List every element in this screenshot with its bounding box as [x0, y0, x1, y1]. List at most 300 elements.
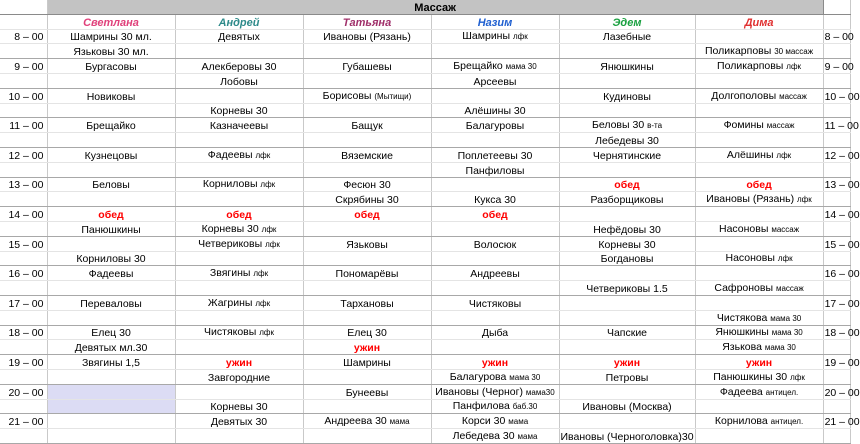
appointment-name: Девятых 30	[210, 416, 268, 429]
schedule-cell[interactable]	[175, 310, 303, 325]
time-label-right[interactable]	[823, 281, 850, 296]
appointment-name: Алёшины 30	[464, 105, 526, 118]
schedule-row	[0, 147, 850, 162]
time-label-right[interactable]: 20 – 00	[823, 384, 850, 399]
appointment-note: мама 30	[509, 372, 541, 382]
schedule-cell[interactable]	[303, 266, 431, 281]
appointment-name: Панюшкины	[81, 223, 141, 236]
schedule-cell[interactable]	[303, 221, 431, 236]
time-label-right[interactable]	[823, 399, 850, 414]
time-label-right[interactable]: 18 – 00	[823, 325, 850, 340]
staff-header-5[interactable]: Дима	[695, 14, 823, 29]
appointment-name: Ивановы (Москва)	[582, 401, 672, 414]
appointment-name: Корниловы 30	[76, 253, 146, 266]
schedule-cell[interactable]	[559, 236, 695, 251]
appointment-name: Фадеевы	[207, 148, 253, 161]
schedule-cell[interactable]	[175, 162, 303, 177]
cell[interactable]	[0, 0, 47, 14]
schedule-cell[interactable]	[175, 192, 303, 207]
schedule-cell[interactable]	[559, 44, 695, 59]
schedule-cell[interactable]	[559, 355, 695, 370]
schedule-cell[interactable]	[431, 340, 559, 355]
schedule-cell[interactable]	[559, 133, 695, 148]
time-label-right[interactable]: 11 – 00	[823, 118, 850, 133]
appointment-note: баб.30	[512, 402, 538, 412]
schedule-cell[interactable]	[175, 177, 303, 192]
schedule-cell[interactable]	[559, 266, 695, 281]
appointment-name: Балагуровы	[465, 120, 525, 133]
time-label[interactable]: 18 – 00	[0, 325, 47, 340]
break-label: ужин	[613, 356, 641, 369]
schedule-cell[interactable]	[695, 369, 823, 384]
schedule-cell[interactable]	[431, 44, 559, 59]
schedule-cell[interactable]	[303, 133, 431, 148]
schedule-cell[interactable]	[303, 414, 431, 429]
schedule-cell[interactable]	[47, 103, 175, 118]
schedule-cell[interactable]	[431, 266, 559, 281]
schedule-cell[interactable]	[695, 177, 823, 192]
time-label[interactable]: 9 – 00	[0, 59, 47, 74]
schedule-cell[interactable]	[47, 355, 175, 370]
schedule-cell[interactable]	[303, 310, 431, 325]
schedule-cell[interactable]	[47, 118, 175, 133]
schedule-row	[0, 29, 850, 44]
time-label[interactable]: 8 – 00	[0, 29, 47, 44]
schedule-cell[interactable]	[47, 73, 175, 88]
schedule-cell[interactable]	[47, 236, 175, 251]
schedule-cell[interactable]	[559, 162, 695, 177]
appointment-note: в-та	[647, 121, 663, 131]
appointment-name: Андреевы	[470, 268, 520, 281]
sheet-title[interactable]: Массаж	[47, 0, 823, 14]
appointment-note: лфк	[777, 254, 793, 264]
schedule-cell[interactable]	[431, 88, 559, 103]
time-label-right[interactable]	[823, 162, 850, 177]
schedule-cell[interactable]	[695, 429, 823, 444]
schedule-cell[interactable]	[559, 192, 695, 207]
schedule-cell[interactable]	[303, 59, 431, 74]
schedule-cell[interactable]	[303, 177, 431, 192]
schedule-cell[interactable]	[303, 340, 431, 355]
schedule-row	[0, 281, 850, 296]
schedule-cell[interactable]	[303, 236, 431, 251]
schedule-cell[interactable]	[303, 369, 431, 384]
schedule-cell[interactable]	[175, 221, 303, 236]
schedule-cell[interactable]	[559, 414, 695, 429]
appointment-name: Елец 30	[347, 327, 387, 340]
staff-header-1[interactable]: Андрей	[175, 14, 303, 29]
schedule-cell[interactable]	[695, 414, 823, 429]
break-label: обед	[614, 179, 640, 192]
time-label-right[interactable]	[823, 221, 850, 236]
time-label[interactable]: 10 – 00	[0, 88, 47, 103]
schedule-cell[interactable]	[695, 103, 823, 118]
schedule-cell[interactable]	[47, 207, 175, 222]
schedule-cell[interactable]	[47, 414, 175, 429]
schedule-cell[interactable]	[47, 29, 175, 44]
schedule-cell[interactable]	[559, 147, 695, 162]
break-label: ужин	[225, 356, 253, 369]
schedule-cell[interactable]	[695, 340, 823, 355]
schedule-cell[interactable]	[559, 207, 695, 222]
schedule-cell[interactable]	[303, 192, 431, 207]
staff-header-3[interactable]: Назим	[431, 14, 559, 29]
cell[interactable]	[0, 14, 47, 29]
time-label-right[interactable]: 17 – 00	[823, 295, 850, 310]
schedule-cell[interactable]	[695, 162, 823, 177]
schedule-cell[interactable]	[303, 355, 431, 370]
appointment-name: Фесюн 30	[343, 179, 391, 192]
appointment-note: массаж	[771, 224, 800, 234]
appointment-note: массаж	[775, 283, 804, 293]
appointment-name: Корниловы	[202, 178, 258, 191]
time-label[interactable]	[0, 251, 47, 266]
time-label-right[interactable]	[823, 192, 850, 207]
schedule-cell[interactable]	[303, 399, 431, 414]
time-label-right[interactable]	[823, 44, 850, 59]
schedule-cell[interactable]	[303, 207, 431, 222]
schedule-cell[interactable]	[47, 429, 175, 444]
time-label-right[interactable]	[823, 133, 850, 148]
time-label[interactable]	[0, 429, 47, 444]
schedule-cell[interactable]	[175, 325, 303, 340]
appointment-name: Ивановы (Рязань)	[706, 193, 795, 206]
time-label[interactable]: 20 – 00	[0, 384, 47, 399]
schedule-cell[interactable]	[431, 429, 559, 444]
schedule-cell[interactable]	[175, 59, 303, 74]
schedule-cell[interactable]	[559, 369, 695, 384]
schedule-cell[interactable]	[559, 73, 695, 88]
schedule-cell[interactable]	[47, 59, 175, 74]
appointment-name: Ивановы (Рязань)	[323, 31, 411, 44]
appointment-name: Звягины	[209, 267, 251, 280]
schedule-cell[interactable]	[303, 44, 431, 59]
schedule-cell[interactable]	[695, 266, 823, 281]
schedule-cell[interactable]	[175, 29, 303, 44]
schedule-cell[interactable]	[303, 384, 431, 399]
schedule-cell[interactable]	[47, 177, 175, 192]
time-label[interactable]	[0, 73, 47, 88]
schedule-cell[interactable]	[303, 325, 431, 340]
schedule-cell[interactable]	[175, 73, 303, 88]
time-label[interactable]	[0, 399, 47, 414]
time-label[interactable]	[0, 162, 47, 177]
time-label-right[interactable]: 10 – 00	[823, 88, 850, 103]
appointment-name: Фадеевы	[88, 268, 134, 281]
schedule-cell[interactable]	[175, 295, 303, 310]
schedule-cell[interactable]	[175, 266, 303, 281]
schedule-cell[interactable]	[47, 384, 175, 399]
schedule-cell[interactable]	[47, 133, 175, 148]
time-label[interactable]: 21 – 00	[0, 414, 47, 429]
schedule-cell[interactable]	[695, 59, 823, 74]
appointment-name: Губашевы	[342, 60, 392, 73]
schedule-cell[interactable]	[695, 88, 823, 103]
schedule-cell[interactable]	[303, 281, 431, 296]
schedule-cell[interactable]	[303, 251, 431, 266]
schedule-cell[interactable]	[431, 177, 559, 192]
appointment-note: мама 30	[764, 343, 796, 353]
schedule-cell[interactable]	[431, 221, 559, 236]
schedule-cell[interactable]	[431, 251, 559, 266]
schedule-cell[interactable]	[559, 295, 695, 310]
appointment-name: Янюшкины	[715, 326, 769, 339]
schedule-cell[interactable]	[695, 310, 823, 325]
schedule-cell[interactable]	[431, 369, 559, 384]
schedule-cell[interactable]	[303, 118, 431, 133]
schedule-cell[interactable]	[47, 340, 175, 355]
time-label-right[interactable]: 16 – 00	[823, 266, 850, 281]
time-label[interactable]: 19 – 00	[0, 355, 47, 370]
schedule-cell[interactable]	[303, 429, 431, 444]
appointment-name: Переваловы	[80, 297, 142, 310]
schedule-cell[interactable]	[47, 266, 175, 281]
schedule-cell[interactable]	[695, 281, 823, 296]
schedule-cell[interactable]	[175, 281, 303, 296]
time-label-right[interactable]: 21 – 00	[823, 414, 850, 429]
schedule-cell[interactable]	[695, 147, 823, 162]
appointment-note: лфк	[790, 372, 805, 382]
schedule-cell[interactable]	[47, 192, 175, 207]
schedule-cell[interactable]	[175, 44, 303, 59]
appointment-name: Чапские	[606, 327, 648, 340]
schedule-cell[interactable]	[559, 310, 695, 325]
appointment-name: Четвериковы 1.5	[586, 282, 668, 295]
schedule-cell[interactable]	[47, 325, 175, 340]
schedule-cell[interactable]	[431, 384, 559, 399]
schedule-cell[interactable]	[431, 310, 559, 325]
staff-header-2[interactable]: Татьяна	[303, 14, 431, 29]
schedule-cell[interactable]	[431, 73, 559, 88]
appointment-name: Панюшкины 30	[713, 370, 788, 383]
schedule-cell[interactable]	[431, 29, 559, 44]
time-label[interactable]: 16 – 00	[0, 266, 47, 281]
schedule-cell[interactable]	[559, 281, 695, 296]
appointment-note: (Мытищи)	[374, 91, 412, 101]
schedule-cell[interactable]	[431, 207, 559, 222]
appointment-name: Лебедева 30	[452, 429, 515, 442]
schedule-row	[0, 88, 850, 103]
schedule-cell[interactable]	[431, 399, 559, 414]
schedule-cell[interactable]	[559, 221, 695, 236]
schedule-cell[interactable]	[175, 355, 303, 370]
schedule-cell[interactable]	[47, 221, 175, 236]
schedule-cell[interactable]	[695, 295, 823, 310]
staff-header-0[interactable]: Светлана	[47, 14, 175, 29]
time-label[interactable]	[0, 369, 47, 384]
schedule-cell[interactable]	[303, 162, 431, 177]
schedule-cell[interactable]	[303, 295, 431, 310]
schedule-cell[interactable]	[303, 29, 431, 44]
schedule-cell[interactable]	[175, 118, 303, 133]
schedule-cell[interactable]	[559, 177, 695, 192]
schedule-cell[interactable]	[695, 221, 823, 236]
time-label[interactable]: 14 – 00	[0, 207, 47, 222]
time-label[interactable]	[0, 133, 47, 148]
schedule-cell[interactable]	[431, 414, 559, 429]
schedule-cell[interactable]	[431, 295, 559, 310]
time-label-right[interactable]	[823, 340, 850, 355]
schedule-cell[interactable]	[695, 251, 823, 266]
schedule-row	[0, 325, 850, 340]
schedule-cell[interactable]	[559, 59, 695, 74]
time-label[interactable]: 13 – 00	[0, 177, 47, 192]
time-label-right[interactable]: 8 – 00	[823, 29, 850, 44]
time-label-right[interactable]: 15 – 00	[823, 236, 850, 251]
schedule-cell[interactable]	[431, 236, 559, 251]
break-label: обед	[226, 208, 252, 221]
cell[interactable]	[823, 0, 850, 14]
schedule-cell[interactable]	[175, 251, 303, 266]
time-label[interactable]	[0, 340, 47, 355]
schedule-cell[interactable]	[559, 325, 695, 340]
appointment-name: Лебедевы 30	[595, 134, 659, 147]
schedule-cell[interactable]	[175, 147, 303, 162]
schedule-cell[interactable]	[303, 103, 431, 118]
schedule-cell[interactable]	[431, 59, 559, 74]
schedule-cell[interactable]	[175, 88, 303, 103]
schedule-cell[interactable]	[559, 29, 695, 44]
time-label[interactable]: 15 – 00	[0, 236, 47, 251]
schedule-cell[interactable]	[431, 103, 559, 118]
time-label[interactable]	[0, 44, 47, 59]
schedule-cell[interactable]	[431, 281, 559, 296]
schedule-cell[interactable]	[175, 414, 303, 429]
schedule-cell[interactable]	[47, 251, 175, 266]
appointment-name: Чистякова	[716, 311, 768, 324]
appointment-note: массаж	[779, 91, 807, 101]
appointment-name: Поликарповы	[704, 45, 772, 58]
schedule-cell[interactable]	[431, 355, 559, 370]
schedule-row	[0, 429, 850, 444]
appointment-name: Корнилова	[714, 415, 768, 428]
time-label-right[interactable]	[823, 103, 850, 118]
schedule-cell[interactable]	[47, 44, 175, 59]
schedule-cell[interactable]	[559, 88, 695, 103]
time-label[interactable]: 17 – 00	[0, 295, 47, 310]
time-label-right[interactable]	[823, 369, 850, 384]
time-label[interactable]: 12 – 00	[0, 147, 47, 162]
cell[interactable]	[823, 14, 850, 29]
appointment-name: Корневы 30	[210, 105, 268, 118]
schedule-cell[interactable]	[559, 399, 695, 414]
schedule-cell[interactable]	[47, 399, 175, 414]
schedule-cell[interactable]	[695, 44, 823, 59]
schedule-cell[interactable]	[431, 133, 559, 148]
schedule-cell[interactable]	[303, 88, 431, 103]
time-label[interactable]	[0, 192, 47, 207]
appointment-note: массаж	[766, 121, 795, 131]
schedule-cell[interactable]	[303, 73, 431, 88]
break-label: обед	[98, 208, 124, 221]
schedule-cell[interactable]	[47, 162, 175, 177]
time-label-right[interactable]: 14 – 00	[823, 207, 850, 222]
schedule-cell[interactable]	[47, 369, 175, 384]
schedule-cell[interactable]	[695, 133, 823, 148]
schedule-cell[interactable]	[431, 118, 559, 133]
schedule-cell[interactable]	[695, 236, 823, 251]
schedule-cell[interactable]	[695, 355, 823, 370]
schedule-cell[interactable]	[559, 340, 695, 355]
appointment-name: Чистяковы	[468, 297, 522, 310]
time-label[interactable]	[0, 281, 47, 296]
schedule-cell[interactable]	[175, 369, 303, 384]
schedule-cell[interactable]	[559, 103, 695, 118]
schedule-cell[interactable]	[431, 325, 559, 340]
time-label[interactable]	[0, 221, 47, 236]
schedule-cell[interactable]	[695, 29, 823, 44]
appointment-name: Жагрины	[207, 296, 253, 309]
time-label-right[interactable]	[823, 429, 850, 444]
appointment-note: мама 30	[770, 313, 802, 323]
schedule-cell[interactable]	[695, 384, 823, 399]
time-label-right[interactable]	[823, 310, 850, 325]
time-label-right[interactable]	[823, 251, 850, 266]
schedule-cell[interactable]	[175, 133, 303, 148]
staff-header-4[interactable]: Эдем	[559, 14, 695, 29]
time-label[interactable]: 11 – 00	[0, 118, 47, 133]
time-label-right[interactable]: 12 – 00	[823, 147, 850, 162]
schedule-row	[0, 251, 850, 266]
appointment-note: мама 30	[771, 328, 803, 338]
schedule-cell[interactable]	[47, 147, 175, 162]
schedule-cell[interactable]	[695, 192, 823, 207]
schedule-cell[interactable]	[175, 103, 303, 118]
schedule-cell[interactable]	[47, 88, 175, 103]
appointment-name: Кузнецовы	[84, 149, 138, 162]
schedule-cell[interactable]	[175, 384, 303, 399]
appointment-name: Кудиновы	[603, 90, 651, 103]
schedule-cell[interactable]	[47, 310, 175, 325]
schedule-cell[interactable]	[695, 325, 823, 340]
appointment-name: Поликарповы	[717, 59, 784, 72]
schedule-cell[interactable]	[559, 118, 695, 133]
schedule-cell[interactable]	[695, 207, 823, 222]
schedule-cell[interactable]	[431, 162, 559, 177]
schedule-cell[interactable]	[47, 295, 175, 310]
schedule-cell[interactable]	[559, 384, 695, 399]
schedule-cell[interactable]	[175, 399, 303, 414]
schedule-cell[interactable]	[175, 429, 303, 444]
schedule-row	[0, 103, 850, 118]
time-label[interactable]	[0, 310, 47, 325]
appointment-note: мама	[508, 417, 529, 427]
schedule-cell[interactable]	[431, 192, 559, 207]
schedule-cell[interactable]	[695, 73, 823, 88]
schedule-cell[interactable]	[431, 147, 559, 162]
schedule-cell[interactable]	[47, 281, 175, 296]
schedule-cell[interactable]	[175, 340, 303, 355]
appointment-note: антицел.	[765, 387, 799, 397]
schedule-cell[interactable]	[695, 399, 823, 414]
schedule-row	[0, 295, 850, 310]
schedule-cell[interactable]	[303, 147, 431, 162]
schedule-cell[interactable]	[559, 251, 695, 266]
appointment-name: Чистяковы	[204, 326, 257, 339]
schedule-cell[interactable]	[175, 236, 303, 251]
time-label[interactable]	[0, 103, 47, 118]
time-label-right[interactable]: 13 – 00	[823, 177, 850, 192]
schedule-cell[interactable]	[559, 429, 695, 444]
time-label-right[interactable]: 19 – 00	[823, 355, 850, 370]
schedule-cell[interactable]	[175, 207, 303, 222]
time-label-right[interactable]	[823, 73, 850, 88]
schedule-cell[interactable]	[695, 118, 823, 133]
appointment-name: Алёшины	[726, 148, 774, 161]
time-label-right[interactable]: 9 – 00	[823, 59, 850, 74]
appointment-name: Долгополовы	[711, 89, 777, 102]
appointment-note: лфк	[259, 328, 274, 338]
